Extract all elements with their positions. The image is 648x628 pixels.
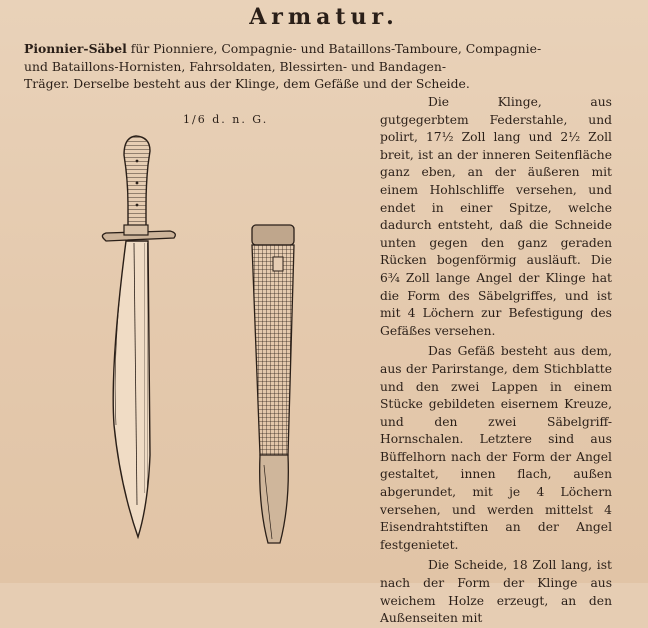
- intro-line-3: Träger. Derselbe besteht aus der Klinge, dem Gefäße und der Scheide.: [24, 76, 470, 91]
- intro-paragraph: [24, 40, 624, 93]
- scabbard-drawing: [252, 225, 294, 543]
- body-column: [380, 94, 612, 628]
- sabre-drawing: [102, 136, 175, 537]
- paragraph-klinge: Die Klinge, aus gutgegerbtem Federstahle, und polirt, 17½ Zoll lang und 2½ Zoll breit, ist an der inneren Seitenfläche ganz eben, an der äußeren mit einem Hohlschliffe versehen, und endet in einer Spitze, welche dadurch entsteht, daß die Schneide unten gegen den ganz geraden Rücken bogenförmig ausläuft. Die 6¾ Zoll lange Angel der Klinge hat die Form des Säbelgriffes, und ist mit 4 Löchern zur Befestigung des Gefäßes versehen.: [380, 95, 612, 338]
- intro-line-1: [24, 40, 624, 58]
- intro-line-1-text: für Pionniere, Compagnie- und Bataillons-Tamboure, Compagnie-: [126, 41, 542, 56]
- page-title: Armatur.: [249, 4, 399, 30]
- sabre-illustration: [90, 125, 360, 545]
- intro-line-2: und Bataillons-Hornisten, Fahrsoldaten, Blessirten- und Bandagen-: [24, 58, 447, 74]
- paragraph-gefaess: Das Gefäß besteht aus dem, aus der Parirstange, dem Stichblatte und den zwei Lappen in einem Stücke gebildeten eisernem Kreuze, und den zwei Säbelgriff-Hornschalen. Letztere sind aus Büffelhorn nach der Form der Angel gestaltet, innen flach, außen abgerundet, mit je 4 Löchern versehen, und werden mittelst 4 Eisendrahtstiften an der Angel festgenietet.: [380, 344, 612, 552]
- paragraph-scheide: Die Scheide, 18 Zoll lang, ist nach der Form der Klinge aus weichem Holze erzeugt, an den Außenseiten mit: [380, 558, 612, 626]
- scale-label: 1/6 d. n. G.: [183, 113, 269, 126]
- intro-lead-term: Pionnier-Säbel: [24, 41, 127, 56]
